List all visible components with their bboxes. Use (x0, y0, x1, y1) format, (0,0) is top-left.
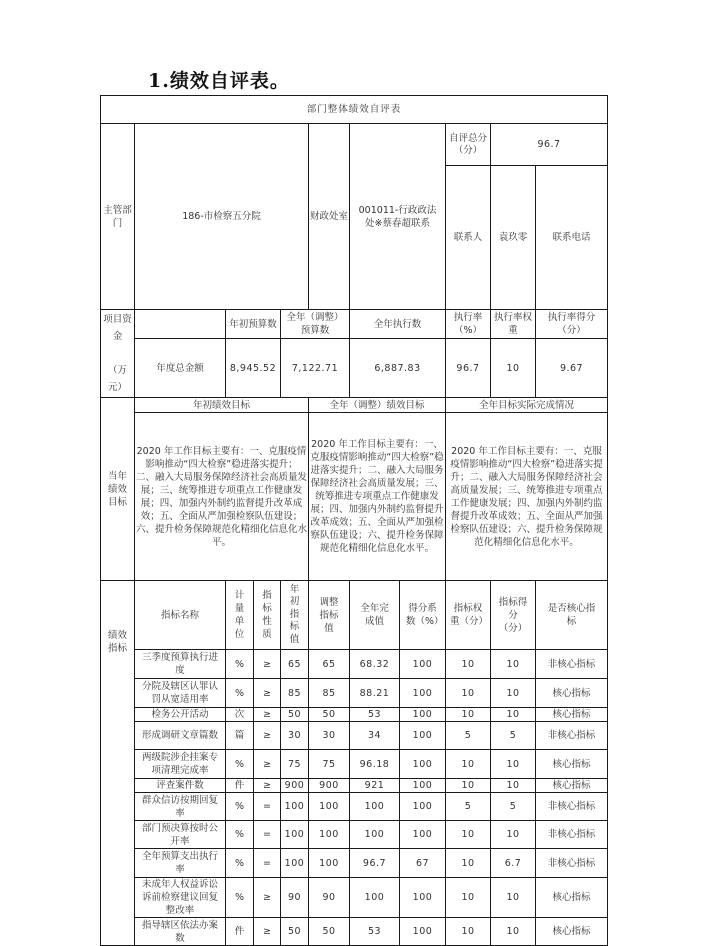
ind-actual: 68.32 (350, 650, 400, 679)
indicator-row (101, 779, 608, 793)
ind-initial: 65 (281, 650, 309, 679)
ind-adjusted: 100 (309, 793, 350, 821)
ind-actual: 921 (350, 779, 400, 793)
ind-initial: 90 (281, 878, 309, 918)
contact-value: 袁玖零 (491, 166, 536, 310)
funds-adjusted-budget: 7,122.71 (281, 339, 350, 398)
goals-adjusted-text: 2020 年工作目标主要有：一、克服疫情影响推动“四大检察”稳进落实提升；二、融入大局服务保障经济社会高质量发展；三、统筹推进专项重点工作健康发展；四、加强内外制约监督提升改革成效；五、全面从严加强检察队伍建设；六、提升检务保障规范化精细化信息化水平。 (309, 413, 446, 581)
funds-header-blank (135, 310, 226, 339)
ind-header-weight: 指标权重（分） (446, 581, 491, 650)
dept-label: 主管部门 (101, 124, 135, 310)
ind-weight: 5 (446, 722, 491, 750)
ind-header-score: 指标得分（分） (491, 581, 536, 650)
ind-name: 三季度预算执行进度 (135, 650, 226, 679)
ind-actual: 96.7 (350, 849, 400, 878)
ind-unit: % (226, 793, 254, 821)
ind-name: 两级院涉企挂案专项清理完成率 (135, 750, 226, 779)
ind-weight: 10 (446, 849, 491, 878)
self-score-value: 96.7 (491, 124, 608, 166)
ind-header-core: 是否核心指标 (536, 581, 608, 650)
ind-initial: 75 (281, 750, 309, 779)
funds-rate: 96.7 (446, 339, 491, 398)
ind-nature: = (254, 793, 281, 821)
ind-name: 未成年人权益诉讼诉前检察建议回复整改率 (135, 878, 226, 918)
ind-unit: % (226, 650, 254, 679)
ind-header-adjusted: 调整指标值 (309, 581, 350, 650)
dept-value: 186-市检察五分院 (135, 124, 309, 310)
ind-coef: 100 (400, 821, 446, 849)
funds-unit-label: （万元） (107, 365, 127, 393)
ind-score: 10 (491, 679, 536, 708)
finance-office-value: 001011-行政政法处※蔡春超联系 (350, 124, 446, 310)
ind-unit: % (226, 750, 254, 779)
ind-coef: 100 (400, 793, 446, 821)
ind-score: 5 (491, 793, 536, 821)
goals-header-adjusted: 全年（调整）绩效目标 (309, 398, 446, 413)
ind-actual: 34 (350, 722, 400, 750)
ind-core: 非核心指标 (536, 650, 608, 679)
indicator-row (101, 918, 608, 946)
ind-name: 形成调研文章篇数 (135, 722, 226, 750)
indicator-row (101, 722, 608, 750)
ind-header-name: 指标名称 (135, 581, 226, 650)
ind-initial: 100 (281, 849, 309, 878)
ind-nature: = (254, 849, 281, 878)
ind-unit: 件 (226, 779, 254, 793)
section-heading: 1.绩效自评表。 (148, 70, 290, 92)
ind-core: 非核心指标 (536, 821, 608, 849)
funds-header-executed: 全年执行数 (350, 310, 446, 339)
ind-score: 10 (491, 708, 536, 722)
ind-weight: 10 (446, 779, 491, 793)
ind-actual: 100 (350, 878, 400, 918)
ind-score: 5 (491, 722, 536, 750)
table-title: 部门整体绩效自评表 (101, 96, 608, 124)
ind-initial: 900 (281, 779, 309, 793)
indicator-row (101, 750, 608, 779)
ind-score: 10 (491, 779, 536, 793)
ind-initial: 100 (281, 793, 309, 821)
ind-weight: 10 (446, 821, 491, 849)
phone-label: 联系电话 (536, 166, 608, 310)
funds-section-name: 项目资金 (103, 314, 132, 342)
indicator-row (101, 793, 608, 821)
ind-coef: 100 (400, 708, 446, 722)
ind-header-coef: 得分系数（%） (400, 581, 446, 650)
ind-score: 10 (491, 878, 536, 918)
ind-coef: 100 (400, 918, 446, 946)
ind-nature: ≥ (254, 679, 281, 708)
ind-adjusted: 65 (309, 650, 350, 679)
ind-adjusted: 90 (309, 878, 350, 918)
ind-adjusted: 50 (309, 708, 350, 722)
funds-header-adjusted-budget: 全年（调整）预算数 (281, 310, 350, 339)
funds-header-score: 执行率得分（分） (536, 310, 608, 339)
funds-executed: 6,887.83 (350, 339, 446, 398)
ind-core: 核心指标 (536, 779, 608, 793)
ind-weight: 10 (446, 918, 491, 946)
ind-adjusted: 75 (309, 750, 350, 779)
ind-actual: 53 (350, 708, 400, 722)
ind-unit: % (226, 878, 254, 918)
funds-initial-budget: 8,945.52 (226, 339, 281, 398)
ind-nature: ≥ (254, 722, 281, 750)
funds-weight: 10 (491, 339, 536, 398)
ind-core: 非核心指标 (536, 722, 608, 750)
ind-initial: 50 (281, 708, 309, 722)
ind-adjusted: 85 (309, 679, 350, 708)
ind-name: 评查案件数 (135, 779, 226, 793)
ind-initial: 85 (281, 679, 309, 708)
ind-name: 指导辖区依法办案数 (135, 918, 226, 946)
ind-weight: 10 (446, 750, 491, 779)
ind-nature: ≥ (254, 708, 281, 722)
ind-header-initial: 年初指标值 (281, 581, 309, 650)
funds-header-weight: 执行率权重 (491, 310, 536, 339)
ind-name: 部门预决算按时公开率 (135, 821, 226, 849)
ind-header-actual: 全年完成值 (350, 581, 400, 650)
self-score-label: 自评总分（分） (446, 124, 491, 166)
ind-core: 非核心指标 (536, 793, 608, 821)
funds-header-rate: 执行率（%） (446, 310, 491, 339)
ind-adjusted: 30 (309, 722, 350, 750)
ind-core: 核心指标 (536, 750, 608, 779)
indicator-row (101, 650, 608, 679)
funds-score: 9.67 (536, 339, 608, 398)
ind-weight: 5 (446, 793, 491, 821)
indicator-row (101, 849, 608, 878)
ind-unit: 件 (226, 918, 254, 946)
indicator-row (101, 708, 608, 722)
ind-weight: 10 (446, 708, 491, 722)
indicator-row (101, 679, 608, 708)
goals-section-label: 当年绩效目标 (101, 398, 135, 581)
goals-header-actual: 全年目标实际完成情况 (446, 398, 608, 413)
ind-name: 检务公开活动 (135, 708, 226, 722)
ind-header-nature: 指标性质 (254, 581, 281, 650)
indicator-row (101, 878, 608, 918)
ind-adjusted: 900 (309, 779, 350, 793)
ind-header-unit: 计量单位 (226, 581, 254, 650)
funds-row-label: 年度总金额 (135, 339, 226, 398)
ind-adjusted: 50 (309, 918, 350, 946)
ind-core: 非核心指标 (536, 849, 608, 878)
ind-score: 10 (491, 918, 536, 946)
ind-coef: 67 (400, 849, 446, 878)
indicators-section-label: 绩效指标 (101, 581, 135, 946)
ind-unit: 篇 (226, 722, 254, 750)
funds-section-label (101, 310, 135, 398)
ind-nature: ≥ (254, 779, 281, 793)
ind-initial: 30 (281, 722, 309, 750)
ind-nature: ≥ (254, 878, 281, 918)
ind-coef: 100 (400, 722, 446, 750)
ind-coef: 100 (400, 750, 446, 779)
ind-core: 核心指标 (536, 878, 608, 918)
finance-office-label: 财政处室 (309, 124, 350, 310)
ind-actual: 100 (350, 821, 400, 849)
performance-self-evaluation-table (100, 95, 608, 946)
ind-actual: 88.21 (350, 679, 400, 708)
ind-actual: 96.18 (350, 750, 400, 779)
ind-unit: % (226, 679, 254, 708)
ind-name: 群众信访按期回复率 (135, 793, 226, 821)
ind-score: 10 (491, 650, 536, 679)
ind-unit: % (226, 849, 254, 878)
ind-coef: 100 (400, 679, 446, 708)
ind-coef: 100 (400, 650, 446, 679)
ind-adjusted: 100 (309, 849, 350, 878)
ind-score: 6.7 (491, 849, 536, 878)
funds-header-initial-budget: 年初预算数 (226, 310, 281, 339)
ind-core: 核心指标 (536, 679, 608, 708)
ind-weight: 10 (446, 679, 491, 708)
ind-name: 全年预算支出执行率 (135, 849, 226, 878)
ind-initial: 100 (281, 821, 309, 849)
ind-coef: 100 (400, 779, 446, 793)
ind-weight: 10 (446, 878, 491, 918)
ind-core: 核心指标 (536, 708, 608, 722)
ind-coef: 100 (400, 878, 446, 918)
indicator-row (101, 821, 608, 849)
goals-header-initial: 年初绩效目标 (135, 398, 309, 413)
goals-actual-text: 2020 年工作目标主要有：一、克服疫情影响推动“四大检察”稳进落实提升；二、融入大局服务保障经济社会高质量发展；三、统筹推进专项重点工作健康发展；四、加强内外制约监督提升改革成效；五、全面从严加强检察队伍建设；六、提升检务保障规范化精细化信息化水平。 (446, 413, 608, 581)
ind-score: 10 (491, 821, 536, 849)
ind-actual: 53 (350, 918, 400, 946)
ind-core: 核心指标 (536, 918, 608, 946)
contact-label: 联系人 (446, 166, 491, 310)
goals-initial-text: 2020 年工作目标主要有：一、克服疫情影响推动“四大检察”稳进落实提升；二、融入大局服务保障经济社会高质量发展；三、统筹推进专项重点工作健康发展；四、加强内外制约监督提升改革成效；五、全面从严加强检察队伍建设；六、提升检务保障规范化精细化信息化水平。 (135, 413, 309, 581)
ind-score: 10 (491, 750, 536, 779)
ind-unit: 次 (226, 708, 254, 722)
ind-nature: ≥ (254, 650, 281, 679)
ind-initial: 50 (281, 918, 309, 946)
ind-adjusted: 100 (309, 821, 350, 849)
ind-name: 分院及辖区认罪认罚从宽适用率 (135, 679, 226, 708)
ind-nature: ≥ (254, 918, 281, 946)
ind-actual: 100 (350, 793, 400, 821)
ind-nature: = (254, 821, 281, 849)
ind-nature: ≥ (254, 750, 281, 779)
ind-unit: % (226, 821, 254, 849)
ind-weight: 10 (446, 650, 491, 679)
